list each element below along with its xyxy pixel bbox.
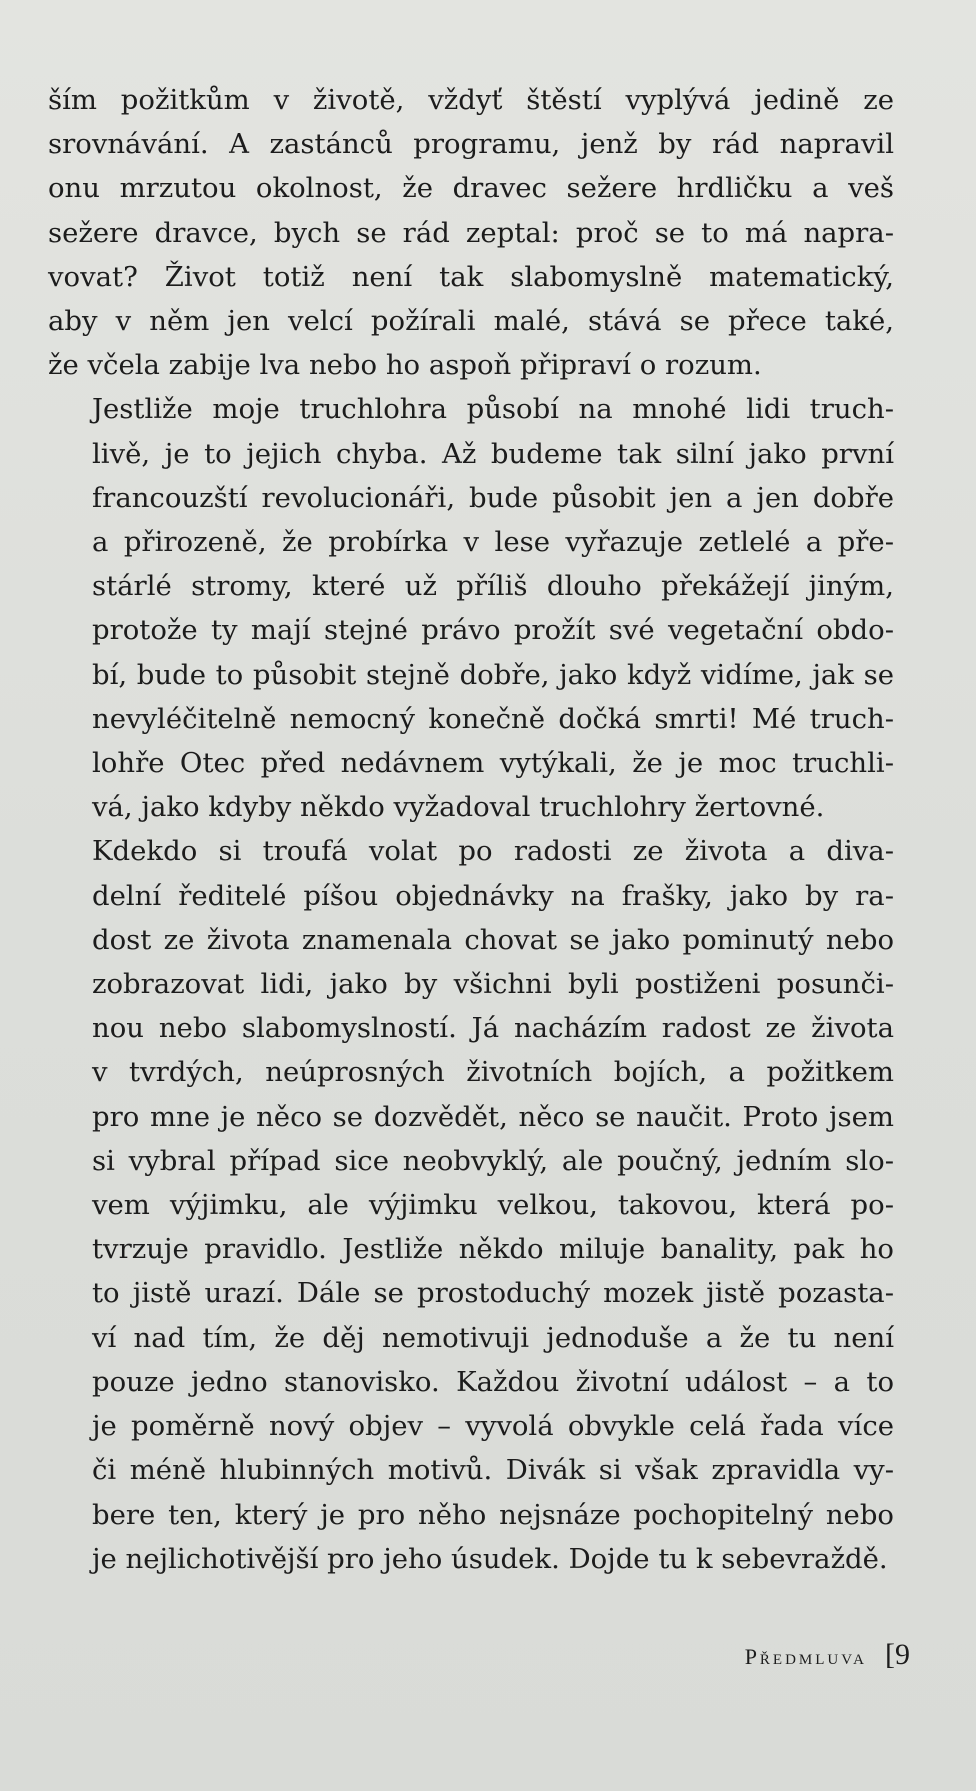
text-line: to jistě urazí. Dále se prostoduchý mozek jistě pozasta- [92,1277,894,1310]
text-line: si vybral případ sice neobvyklý, ale poučný, jedním slo- [92,1144,894,1177]
text-line: protože ty mají stejné právo prožít své vegetační obdo- [92,614,894,647]
page-number: [9 [885,1638,910,1671]
text-line: dost ze života znamenala chovat se jako pominutý nebo [92,923,894,956]
text-line: vem výjimku, ale výjimku velkou, takovou, která po- [92,1189,894,1222]
body-text [48,78,894,1581]
text-line: ví nad tím, že děj nemotivuji jednoduše a že tu není [92,1321,894,1354]
paragraph [48,829,894,1580]
text-line: lohře Otec před nedávnem vytýkali, že je moc truchli- [92,747,894,780]
running-head: Předmluva [744,1644,867,1669]
text-line: v tvrdých, neúprosných životních bojích, a požitkem [92,1056,894,1089]
text-line: aby v něm jen velcí požírali malé, stává se přece také, [48,305,894,338]
text-line: či méně hlubinných motivů. Divák si však zpravidla vy- [92,1454,894,1487]
text-line: že včela zabije lva nebo ho aspoň připraví o rozum. [48,349,762,382]
text-line: pro mne je něco se dozvědět, něco se naučit. Proto jsem [92,1100,894,1133]
text-line: pouze jedno stanovisko. Každou životní událost – a to [92,1365,894,1398]
text-line: ším požitkům v životě, vždyť štěstí vyplývá jedině ze [48,84,894,116]
text-line: francouzští revolucionáři, bude působit jen a jen dobře [92,481,894,514]
text-line: onu mrzutou okolnost, že dravec sežere hrdličku a veš [48,172,894,205]
text-line: livě, je to jejich chyba. Až budeme tak silní jako první [92,437,894,470]
paragraph [48,78,894,387]
text-line: stárlé stromy, které už příliš dlouho překážejí jiným, [92,570,894,603]
text-line: a přirozeně, že probírka v lese vyřazuje zetlelé a pře- [92,526,894,559]
text-line: nevyléčitelně nemocný konečně dočká smrti! Mé truch- [92,702,894,735]
text-line: vá, jako kdyby někdo vyžadoval truchlohry žertovné. [92,791,825,824]
text-line: nou nebo slabomyslností. Já nacházím radost ze života [92,1012,894,1045]
paragraph [48,387,894,829]
text-line: je nejlichotivější pro jeho úsudek. Dojde tu k sebevraždě. [92,1542,888,1575]
text-line: bí, bude to působit stejně dobře, jako když vidíme, jak se [92,658,894,691]
text-line: je poměrně nový objev – vyvolá obvykle celá řada více [92,1410,894,1443]
text-line: srovnávání. A zastánců programu, jenž by rád napravil [48,128,894,161]
text-line: sežere dravce, bych se rád zeptal: proč se to má napra- [48,216,894,249]
text-line: Kdekdo si troufá volat po radosti ze života a diva- [92,835,894,868]
text-line: bere ten, který je pro něho nejsnáze pochopitelný nebo [92,1498,894,1531]
text-line: vovat? Život totiž není tak slabomyslně matematický, [48,260,894,293]
text-line: zobrazovat lidi, jako by všichni byli postiženi posunči- [92,968,894,1001]
text-line: Jestliže moje truchlohra působí na mnohé lidi truch- [92,393,894,426]
text-line: tvrzuje pravidlo. Jestliže někdo miluje banality, pak ho [92,1233,894,1266]
page-footer [745,1638,910,1672]
text-line: delní ředitelé píšou objednávky na frašky, jako by ra- [92,879,894,912]
